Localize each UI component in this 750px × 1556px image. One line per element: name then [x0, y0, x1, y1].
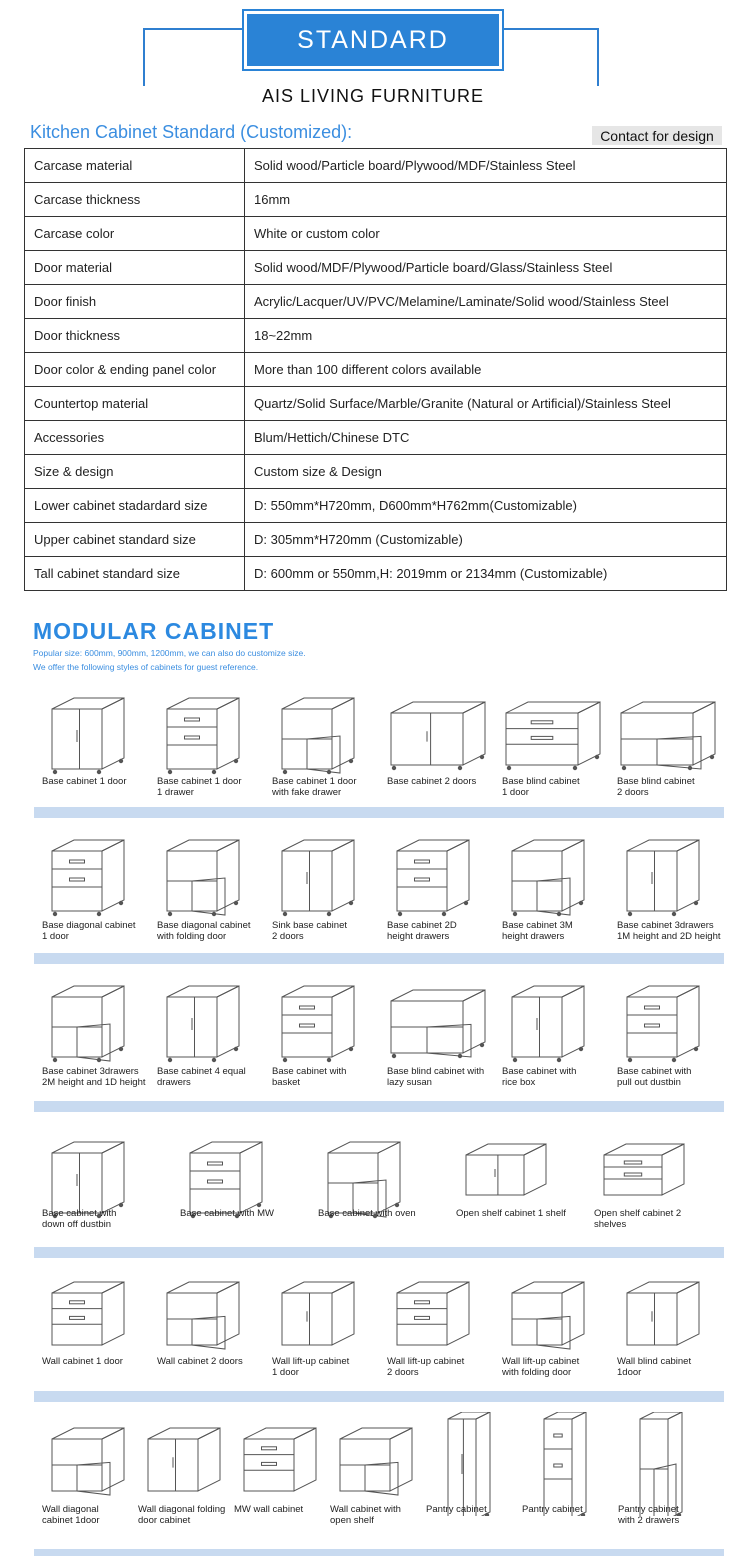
row-divider-bar: [34, 953, 724, 964]
spec-row: [25, 557, 727, 591]
cabinet-item: [586, 1124, 701, 1258]
cabinet-drawing-icon: [389, 680, 489, 784]
cabinet-label: Base cabinet 3drawers 2M height and 1D height: [42, 1066, 146, 1088]
cabinet-label: Open shelf cabinet 1 shelf: [456, 1208, 566, 1219]
cabinet-item: [609, 968, 724, 1112]
cabinet-item: [610, 1412, 725, 1556]
cabinet-drawing-icon: [159, 1266, 259, 1370]
row-divider-bar: [34, 1247, 724, 1258]
cabinet-drawing-icon: [159, 968, 259, 1072]
cabinet-label: Base cabinet with pull out dustbin: [617, 1066, 692, 1088]
spec-value: D: 550mm*H720mm, D600mm*H762mm(Customizable): [245, 489, 727, 523]
spec-row: [25, 285, 727, 319]
cabinet-item: [494, 822, 609, 964]
cabinet-label: Base cabinet with down off dustbin: [42, 1208, 117, 1230]
cabinet-label: Base blind cabinet 2 doors: [617, 776, 695, 798]
cabinet-drawing-icon: [524, 1412, 624, 1516]
standard-badge: STANDARD: [244, 11, 502, 69]
cabinet-drawing-icon: [389, 968, 489, 1072]
cabinet-drawing-icon: [504, 968, 604, 1072]
cabinet-item: [34, 1266, 149, 1402]
cabinet-drawing-icon: [274, 680, 374, 784]
spec-key: Accessories: [25, 421, 245, 455]
cabinet-drawing-icon: [140, 1412, 240, 1516]
cabinet-drawing-icon: [159, 680, 259, 784]
row-divider-bar: [34, 1549, 724, 1556]
spec-value: 18~22mm: [245, 319, 727, 353]
cabinet-item: [34, 680, 149, 818]
cabinet-label: Wall cabinet 2 doors: [157, 1356, 243, 1367]
spec-value: Solid wood/MDF/Plywood/Particle board/Glass/Stainless Steel: [245, 251, 727, 285]
spec-row: [25, 523, 727, 557]
contact-for-design-button[interactable]: Contact for design: [592, 126, 722, 145]
cabinet-drawing-icon: [44, 1266, 144, 1370]
cabinet-label: Base cabinet 1 door 1 drawer: [157, 776, 242, 798]
cabinet-item: [609, 680, 724, 818]
cabinet-item: [379, 680, 494, 818]
spec-value: White or custom color: [245, 217, 727, 251]
cabinet-item: [379, 822, 494, 964]
cabinet-item: [448, 1124, 566, 1258]
cabinet-label: Pantry cabinet: [522, 1504, 583, 1515]
cabinet-label: Base diagonal cabinet 1 door: [42, 920, 136, 942]
cabinet-drawing-icon: [619, 822, 719, 926]
cabinet-label: Wall cabinet with open shelf: [330, 1504, 401, 1526]
spec-key: Upper cabinet standard size: [25, 523, 245, 557]
cabinet-item: [149, 1266, 264, 1402]
cabinet-drawing-icon: [274, 822, 374, 926]
modular-subtitle-reference: We offer the following styles of cabinets for guest reference.: [33, 662, 259, 672]
spec-value: D: 600mm or 550mm,H: 2019mm or 2134mm (Customizable): [245, 557, 727, 591]
cabinet-label: Base blind cabinet 1 door: [502, 776, 580, 798]
cabinet-drawing-icon: [619, 1266, 719, 1370]
cabinet-label: Base cabinet with rice box: [502, 1066, 577, 1088]
cabinet-drawing-icon: [44, 680, 144, 784]
spec-key: Tall cabinet standard size: [25, 557, 245, 591]
cabinet-item: [149, 680, 264, 818]
cabinet-drawing-icon: [332, 1412, 432, 1516]
cabinet-label: Base cabinet 1 door: [42, 776, 127, 787]
cabinet-label: Sink base cabinet 2 doors: [272, 920, 347, 942]
cabinet-item: [149, 968, 264, 1112]
cabinet-item: [149, 822, 264, 964]
spec-row: [25, 183, 727, 217]
spec-value: D: 305mm*H720mm (Customizable): [245, 523, 727, 557]
cabinet-label: Base cabinet 3M height drawers: [502, 920, 573, 942]
cabinet-label: Base cabinet with MW: [180, 1208, 274, 1219]
cabinet-row: [34, 1412, 724, 1556]
standard-section-title: Kitchen Cabinet Standard (Customized):: [30, 122, 353, 142]
spec-key: Countertop material: [25, 387, 245, 421]
cabinet-drawing-icon: [236, 1412, 336, 1516]
cabinet-label: Base diagonal cabinet with folding door: [157, 920, 251, 942]
cabinet-item: [34, 1124, 149, 1258]
cabinet-item: [609, 822, 724, 964]
spec-row: [25, 387, 727, 421]
cabinet-label: Base cabinet with oven: [318, 1208, 416, 1219]
row-divider-bar: [34, 1391, 724, 1402]
spec-key: Carcase thickness: [25, 183, 245, 217]
cabinet-drawing-icon: [274, 968, 374, 1072]
spec-value: Custom size & Design: [245, 455, 727, 489]
cabinet-drawing-icon: [389, 1266, 489, 1370]
cabinet-item: [264, 680, 379, 818]
cabinet-label: Wall lift-up cabinet with folding door: [502, 1356, 580, 1378]
cabinet-row: [34, 1266, 724, 1402]
cabinet-label: Base cabinet with basket: [272, 1066, 347, 1088]
spec-row: [25, 489, 727, 523]
cabinet-row: [34, 822, 724, 964]
cabinet-drawing-icon: [274, 1266, 374, 1370]
cabinet-item: [264, 822, 379, 964]
cabinet-drawing-icon: [44, 968, 144, 1072]
cabinet-item: [379, 968, 494, 1112]
cabinet-item: [264, 968, 379, 1112]
cabinet-label: Base cabinet 3drawers 1M height and 2D height: [617, 920, 721, 942]
cabinet-label: Base cabinet 1 door with fake drawer: [272, 776, 357, 798]
spec-value: More than 100 different colors available: [245, 353, 727, 387]
cabinet-label: Wall diagonal cabinet 1door: [42, 1504, 100, 1526]
cabinet-item: [310, 1124, 425, 1258]
cabinet-drawing-icon: [159, 822, 259, 926]
spec-row: [25, 319, 727, 353]
cabinet-label: Base cabinet 2D height drawers: [387, 920, 457, 942]
spec-value: Blum/Hettich/Chinese DTC: [245, 421, 727, 455]
spec-row: [25, 149, 727, 183]
cabinet-drawing-icon: [504, 680, 604, 784]
spec-row: [25, 217, 727, 251]
cabinet-label: Pantry cabinet: [426, 1504, 487, 1515]
spec-value: 16mm: [245, 183, 727, 217]
spec-key: Door thickness: [25, 319, 245, 353]
cabinet-drawing-icon: [619, 680, 719, 784]
cabinet-label: Base cabinet 4 equal drawers: [157, 1066, 246, 1088]
spec-key: Carcase material: [25, 149, 245, 183]
cabinet-item: [34, 822, 149, 964]
cabinet-drawing-icon: [389, 822, 489, 926]
brand-name: AIS LIVING FURNITURE: [143, 86, 603, 107]
cabinet-drawing-icon: [44, 822, 144, 926]
spec-value: Acrylic/Lacquer/UV/PVC/Melamine/Laminate/Solid wood/Stainless Steel: [245, 285, 727, 319]
spec-key: Carcase color: [25, 217, 245, 251]
cabinet-drawing-icon: [619, 968, 719, 1072]
spec-key: Lower cabinet stadardard size: [25, 489, 245, 523]
spec-key: Door color & ending panel color: [25, 353, 245, 387]
spec-row: [25, 251, 727, 285]
cabinet-drawing-icon: [620, 1412, 720, 1516]
spec-row: [25, 455, 727, 489]
cabinet-item: [494, 968, 609, 1112]
cabinet-item: [494, 1266, 609, 1402]
cabinet-label: Wall lift-up cabinet 2 doors: [387, 1356, 465, 1378]
cabinet-row: [34, 968, 724, 1112]
spec-value: Solid wood/Particle board/Plywood/MDF/Stainless Steel: [245, 149, 727, 183]
cabinet-item: [494, 680, 609, 818]
cabinet-label: Wall lift-up cabinet 1 door: [272, 1356, 350, 1378]
spec-row: [25, 353, 727, 387]
cabinet-drawing-icon: [428, 1412, 528, 1516]
cabinet-drawing-icon: [44, 1412, 144, 1516]
cabinet-item: [379, 1266, 494, 1402]
cabinet-label: Pantry cabinet with 2 drawers: [618, 1504, 680, 1526]
modular-subtitle-sizes: Popular size: 600mm, 900mm, 1200mm, we can also do customize size.: [33, 648, 306, 658]
modular-title: MODULAR CABINET: [33, 618, 275, 644]
cabinet-item: [264, 1266, 379, 1402]
spec-key: Door material: [25, 251, 245, 285]
cabinet-label: Base blind cabinet with lazy susan: [387, 1066, 485, 1088]
cabinet-item: [609, 1266, 724, 1402]
cabinet-row: [34, 1124, 724, 1258]
cabinet-item: [34, 968, 149, 1112]
spec-key: Door finish: [25, 285, 245, 319]
spec-table: [24, 148, 727, 591]
cabinet-drawing-icon: [504, 822, 604, 926]
cabinet-label: Open shelf cabinet 2 shelves: [594, 1208, 682, 1230]
cabinet-item: [172, 1124, 287, 1258]
cabinet-label: Wall diagonal folding door cabinet: [138, 1504, 226, 1526]
cabinet-drawing-icon: [504, 1266, 604, 1370]
cabinet-label: Wall blind cabinet 1door: [617, 1356, 692, 1378]
spec-row: [25, 421, 727, 455]
cabinet-label: Wall cabinet 1 door: [42, 1356, 123, 1367]
row-divider-bar: [34, 1101, 724, 1112]
row-divider-bar: [34, 807, 724, 818]
cabinet-label: MW wall cabinet: [234, 1504, 304, 1515]
cabinet-label: Base cabinet 2 doors: [387, 776, 477, 787]
cabinet-row: [34, 680, 724, 818]
spec-key: Size & design: [25, 455, 245, 489]
spec-value: Quartz/Solid Surface/Marble/Granite (Natural or Artificial)/Stainless Steel: [245, 387, 727, 421]
